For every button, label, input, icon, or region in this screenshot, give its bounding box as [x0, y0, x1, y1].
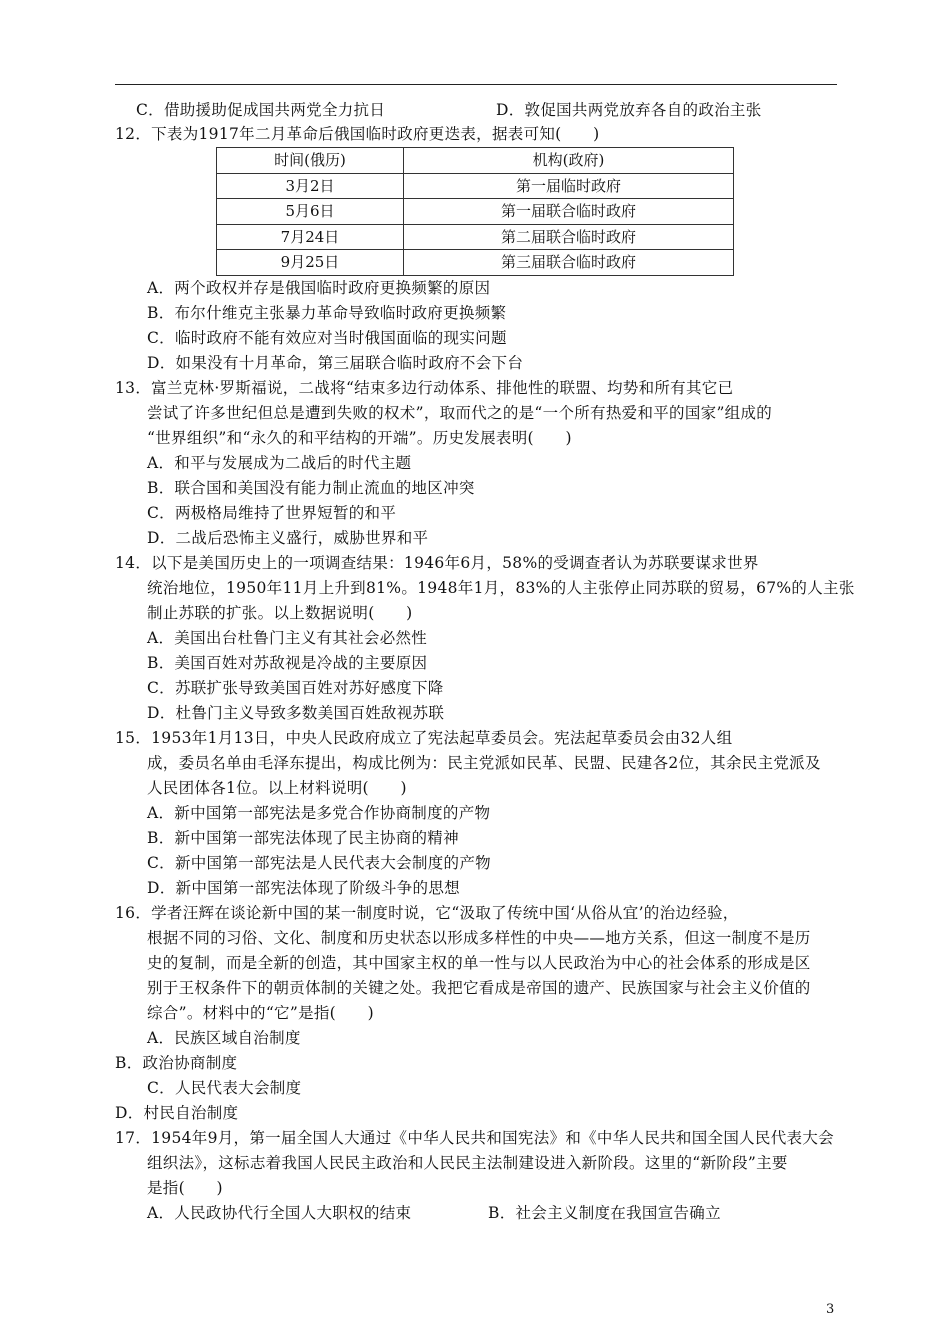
q12-option-c[interactable]: C．临时政府不能有效应对当时俄国面临的现实问题	[147, 329, 507, 347]
q14-stem-line-1: 14．以下是美国历史上的一项调查结果：1946年6月，58%的受调查者认为苏联要谋求世界	[115, 554, 759, 572]
q14-option-c[interactable]: C．苏联扩张导致美国百姓对苏好感度下降	[147, 679, 444, 697]
q11-option-d[interactable]: D．敦促国共两党放弃各自的政治主张	[496, 101, 762, 119]
q14-option-a[interactable]: A．美国出台杜鲁门主义有其社会必然性	[147, 629, 428, 647]
q15-option-d[interactable]: D．新中国第一部宪法体现了阶级斗争的思想	[147, 879, 460, 897]
q13-stem-line-2: 尝试了许多世纪但总是遭到失败的权术”，取而代之的是“一个所有热爱和平的国家”组成的	[147, 404, 773, 422]
table-row	[217, 173, 734, 199]
table-cell-date: 3月2日	[217, 173, 404, 199]
q16-stem-line-3: 史的复制，而是全新的创造，其中国家主权的单一性与以人民政治为中心的社会体系的形成是区	[147, 954, 811, 972]
q16-option-a[interactable]: A．民族区域自治制度	[147, 1029, 301, 1047]
table-row	[217, 199, 734, 225]
q13-option-d[interactable]: D．二战后恐怖主义盛行，威胁世界和平	[147, 529, 429, 547]
q12-option-d[interactable]: D．如果没有十月革命，第三届联合临时政府不会下台	[147, 354, 524, 372]
q17-stem-line-3: 是指( )	[147, 1179, 223, 1197]
q14-stem-line-3: 制止苏联的扩张。以上数据说明( )	[147, 604, 413, 622]
q16-option-d[interactable]: D．村民自治制度	[115, 1104, 239, 1122]
q15-option-c[interactable]: C．新中国第一部宪法是人民代表大会制度的产物	[147, 854, 491, 872]
q13-stem-line-1: 13．富兰克林·罗斯福说，二战将“结束多边行动体系、排他性的联盟、均势和所有其它已	[115, 379, 734, 397]
q16-stem-line-1: 16．学者汪辉在谈论新中国的某一制度时说，它“汲取了传统中国‘从俗从宜’的治边经验，	[115, 904, 739, 922]
table-cell-government: 第三届联合临时政府	[404, 250, 734, 276]
q17-stem-line-1: 17．1954年9月，第一届全国人大通过《中华人民共和国宪法》和《中华人民共和国全国人民代表大会	[115, 1129, 834, 1147]
q12-stem: 12．下表为1917年二月革命后俄国临时政府更迭表，据表可知( )	[115, 125, 600, 143]
q16-stem-line-4: 别于王权条件下的朝贡体制的关键之处。我把它看成是帝国的遗产、民族国家与社会主义价值的	[147, 979, 811, 997]
q16-option-b[interactable]: B．政治协商制度	[115, 1054, 238, 1072]
q13-stem-line-3: “世界组织”和“永久的和平结构的开端”。历史发展表明( )	[147, 429, 572, 447]
table-row	[217, 250, 734, 276]
q12-table	[216, 147, 734, 276]
table-header-row	[217, 148, 734, 174]
q13-option-b[interactable]: B．联合国和美国没有能力制止流血的地区冲突	[147, 479, 475, 497]
table-cell-date: 5月6日	[217, 199, 404, 225]
table-cell-date: 7月24日	[217, 224, 404, 250]
q15-option-a[interactable]: A．新中国第一部宪法是多党合作协商制度的产物	[147, 804, 491, 822]
table-header-time: 时间(俄历)	[217, 148, 404, 174]
q14-stem-line-2: 统治地位，1950年11月上升到81%。1948年1月，83%的人主张停止同苏联的贸易，67%的人主张	[147, 579, 855, 597]
header-rule	[115, 84, 837, 85]
q17-option-b[interactable]: B．社会主义制度在我国宣告确立	[488, 1204, 721, 1222]
page-number: 3	[826, 1302, 835, 1317]
q15-option-b[interactable]: B．新中国第一部宪法体现了民主协商的精神	[147, 829, 459, 847]
q15-stem-line-2: 成，委员名单由毛泽东提出，构成比例为：民主党派如民革、民盟、民建各2位，其余民主党派及	[147, 754, 821, 772]
table-cell-date: 9月25日	[217, 250, 404, 276]
q17-option-a[interactable]: A．人民政协代行全国人大职权的结束	[147, 1204, 412, 1222]
table-header-institution: 机构(政府)	[404, 148, 734, 174]
q16-option-c[interactable]: C．人民代表大会制度	[147, 1079, 302, 1097]
q17-stem-line-2: 组织法》，这标志着我国人民民主政治和人民民主法制建设进入新阶段。这里的“新阶段”主要	[147, 1154, 788, 1172]
q16-stem-line-5: 综合”。材料中的“它”是指( )	[147, 1004, 374, 1022]
q12-option-a[interactable]: A．两个政权并存是俄国临时政府更换频繁的原因	[147, 279, 491, 297]
q15-stem-line-3: 人民团体各1位。以上材料说明( )	[147, 779, 407, 797]
table-cell-government: 第一届联合临时政府	[404, 199, 734, 225]
q15-stem-line-1: 15．1953年1月13日，中央人民政府成立了宪法起草委员会。宪法起草委员会由32人组	[115, 729, 733, 747]
q12-option-b[interactable]: B．布尔什维克主张暴力革命导致临时政府更换频繁	[147, 304, 507, 322]
q13-option-c[interactable]: C．两极格局维持了世界短暂的和平	[147, 504, 397, 522]
table-cell-government: 第二届联合临时政府	[404, 224, 734, 250]
table-row	[217, 224, 734, 250]
table-cell-government: 第一届临时政府	[404, 173, 734, 199]
q14-option-d[interactable]: D．杜鲁门主义导致多数美国百姓敌视苏联	[147, 704, 445, 722]
q14-option-b[interactable]: B．美国百姓对苏敌视是冷战的主要原因	[147, 654, 428, 672]
q16-stem-line-2: 根据不同的习俗、文化、制度和历史状态以形成多样性的中央——地方关系，但这一制度不是历	[147, 929, 811, 947]
q11-option-c[interactable]: C．借助援助促成国共两党全力抗日	[136, 101, 386, 119]
q13-option-a[interactable]: A．和平与发展成为二战后的时代主题	[147, 454, 412, 472]
